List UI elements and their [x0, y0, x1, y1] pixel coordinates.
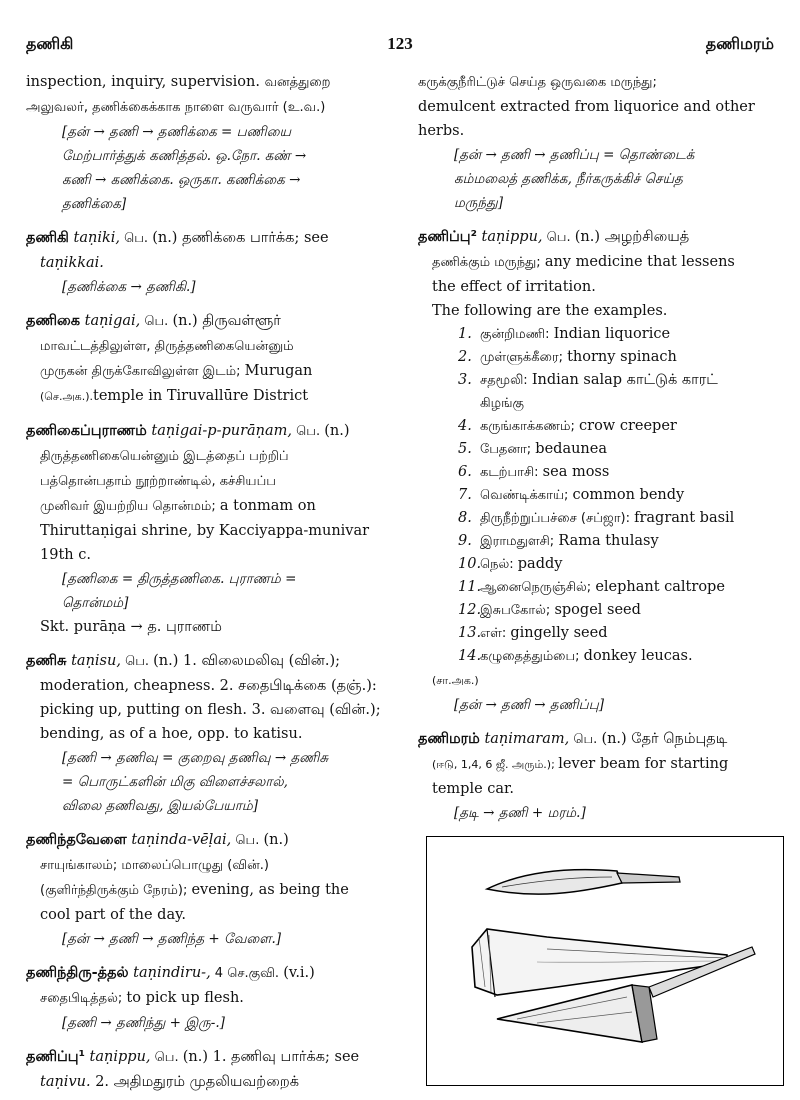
- definition-text: herbs.: [418, 123, 465, 139]
- definition-text: picking up, putting on flesh. 3. வளைவு (வின்.);: [40, 702, 381, 718]
- headword: தணிப்பு²: [418, 229, 477, 245]
- transliteration: taṇigai,: [80, 313, 141, 329]
- source-abbreviation: (ஈடு, 1,4, 6 ஜீ. அரும்.);: [432, 758, 559, 771]
- entry-line: [26, 494, 394, 519]
- header-left-word: தணிகி: [26, 34, 74, 53]
- headword: தணிமரம்: [418, 731, 480, 747]
- etymology-line: [26, 927, 394, 951]
- etymology-text: [தன் → தணி → தணிந்த + வேளை.]: [62, 931, 282, 947]
- tamil-text: பெ.: [150, 1050, 183, 1065]
- entry-headword-line: [26, 226, 394, 251]
- etymology-line: [26, 144, 394, 168]
- entry-gap: [26, 951, 394, 961]
- figure-lever-beam-tools: [426, 836, 784, 1086]
- example-english: fragrant basil: [634, 510, 735, 526]
- entry-line: [26, 251, 394, 275]
- tamil-text: கருக்குநீரிட்டுச் செய்த ஒருவகை மருந்து;: [418, 75, 657, 90]
- tamil-text: பெ.: [542, 230, 575, 245]
- example-item: [418, 323, 780, 346]
- headword: தணிகை: [26, 313, 81, 329]
- entry-headword-line: [26, 649, 394, 674]
- example-english: elephant caltrope: [595, 579, 725, 595]
- example-item: [418, 415, 780, 438]
- etymology-text: [தன் → தணி → தணிப்பு = தொண்டைக்: [454, 147, 695, 163]
- etymology-line: [26, 591, 394, 615]
- tamil-text: தணிக்கும் மருந்து;: [432, 255, 545, 270]
- entry-line: [26, 986, 394, 1011]
- entry-headword-line: [26, 828, 394, 853]
- entry-line: [26, 384, 394, 409]
- example-item: [418, 346, 780, 369]
- transliteration: taṇivu.: [40, 1074, 91, 1090]
- entry-gap: [26, 1035, 394, 1045]
- definition-text: 2. அதிமதுரம் முதலியவற்றைக்: [90, 1074, 300, 1090]
- entry-headword-line: [418, 727, 780, 752]
- example-number: 11.: [458, 579, 482, 595]
- example-item: [418, 622, 780, 645]
- example-tamil: ஆனைநெருஞ்சில்;: [480, 580, 596, 595]
- transliteration: taṇippu,: [476, 229, 543, 245]
- tamil-text: பெ.: [569, 732, 602, 747]
- etymology-text: [தடி → தணி + மரம்.]: [454, 805, 586, 821]
- entry-line: [26, 722, 394, 746]
- transliteration: taṇippu,: [84, 1049, 151, 1065]
- tamil-text: பெ.: [120, 231, 153, 246]
- entry-gap: [26, 818, 394, 828]
- example-item: [418, 438, 780, 461]
- example-tamil: இராமதுளசி;: [480, 534, 559, 549]
- etymology-line: [26, 168, 394, 192]
- tamil-text: பத்தொன்பதாம் நூற்றாண்டில், கச்சியப்ப: [40, 474, 276, 489]
- example-english: Indian salap காட்டுக் காரட்: [531, 372, 718, 388]
- example-tamil: முள்ளுக்கீரை;: [480, 350, 568, 365]
- etymology-text: [தணி → தணிவு = குறைவு தணிவு → தணிசு: [62, 750, 329, 766]
- etymology-text: கம்மலைத் தணிக்க, நீர்கருக்கிச் செய்த: [454, 171, 683, 187]
- source-abbreviation: (சா.அக.): [432, 674, 479, 687]
- headword: தணிந்தவேளை: [26, 832, 127, 848]
- etymology-text: தொன்மம்]: [62, 595, 129, 611]
- example-english: paddy: [517, 556, 563, 572]
- example-number: 9.: [458, 533, 472, 549]
- definition-text: inspection, inquiry, supervision.: [26, 74, 265, 90]
- entry-line: [26, 1070, 394, 1094]
- example-tamil: வெண்டிக்காய்;: [480, 488, 573, 503]
- example-english: common bendy: [572, 487, 685, 503]
- entry-gap: [418, 215, 780, 225]
- etymology-text: விலை தணிவது, இயல்பேயாம்]: [62, 798, 259, 814]
- transliteration: taṇiki,: [68, 230, 120, 246]
- example-number: 10.: [458, 556, 482, 572]
- tamil-text: (குளிர்ந்திருக்கும் நேரம்);: [40, 883, 192, 898]
- entry-line: [418, 119, 780, 143]
- example-item: [418, 645, 780, 668]
- source-abbreviation: (செ.அக.).: [40, 390, 93, 403]
- definition-text: The following are the examples.: [432, 303, 668, 319]
- definition-text: any medicine that lessens: [544, 254, 735, 270]
- entry-line: [26, 519, 394, 543]
- definition-text: cool part of the day.: [40, 907, 186, 923]
- tamil-text: சாயுங்காலம்; மாலைப்பொழுது (வின்.): [40, 858, 269, 873]
- etymology-line: [26, 1011, 394, 1035]
- tamil-text: திருத்தணிகையென்னும் இடத்தைப் பற்றிப்: [40, 449, 289, 464]
- example-tamil: எள்:: [480, 626, 511, 641]
- example-number: 1.: [458, 326, 472, 342]
- etymology-line: [418, 191, 780, 215]
- entry-gap: [26, 299, 394, 309]
- entry-headword-line: [26, 1045, 394, 1070]
- example-tamil: கிழங்கு: [480, 396, 524, 411]
- etymology-line: [26, 567, 394, 591]
- definition-text: demulcent extracted from liquorice and other: [418, 99, 755, 115]
- tamil-text: வனத்துறை: [264, 75, 331, 90]
- definition-text: lever beam for starting: [558, 756, 729, 772]
- entry-headword-line: [26, 309, 394, 334]
- transliteration: taṇikkai.: [40, 255, 104, 271]
- definition-text: (n.): [263, 832, 289, 848]
- definition-text: temple car.: [432, 781, 514, 797]
- etymology-text: [தணிகை = திருத்தணிகை. புராணம் =: [62, 571, 297, 587]
- example-english: Indian liquorice: [553, 326, 671, 342]
- example-item: [418, 576, 780, 599]
- tamil-text: சதைபிடித்தல்;: [40, 991, 127, 1006]
- entry-line: [418, 275, 780, 299]
- definition-text: (v.i.): [283, 965, 315, 981]
- entry-line: [26, 615, 394, 639]
- transliteration: taṇindiru-,: [128, 965, 211, 981]
- example-item: [418, 507, 780, 530]
- definition-text: Murugan: [244, 363, 313, 379]
- example-item: [418, 461, 780, 484]
- example-number: 13.: [458, 625, 482, 641]
- tamil-text: அலுவலர், தணிக்கைக்காக நாளை வருவார் (உ.வ.): [26, 100, 326, 115]
- etymology-text: தணிக்கை]: [62, 196, 127, 212]
- etymology-line: [418, 167, 780, 191]
- definition-text: (n.) திருவள்ளூர்: [172, 313, 281, 329]
- right-column: [418, 70, 780, 825]
- etymology-line: [26, 770, 394, 794]
- entry-line: [26, 95, 394, 120]
- example-item: [418, 392, 780, 415]
- example-item: [418, 553, 780, 576]
- headword: தணிகி: [26, 230, 69, 246]
- entry-gap: [26, 409, 394, 419]
- entry-line: [26, 543, 394, 567]
- definition-text: moderation, cheapness. 2. சதைபிடிக்கை (தஞ்.):: [40, 678, 377, 694]
- etymology-line: [26, 120, 394, 144]
- entry-line: [26, 444, 394, 469]
- example-english: gingelly seed: [510, 625, 608, 641]
- example-number: 4.: [458, 418, 472, 434]
- entry-line: [26, 903, 394, 927]
- page-number: 123: [387, 34, 413, 53]
- entry-line: [26, 698, 394, 722]
- example-number: 3.: [458, 372, 472, 388]
- etymology-line: [26, 192, 394, 216]
- tamil-text: 4 செ.குவி.: [210, 966, 284, 981]
- definition-text: (n.) 1. விலைமலிவு (வின்.);: [153, 653, 340, 669]
- example-tamil: நெல்:: [480, 557, 518, 572]
- etymology-text: [தன் → தணி → தணிப்பு]: [454, 697, 605, 713]
- headword: தணிசு: [26, 653, 67, 669]
- entry-line: [418, 70, 780, 95]
- example-tamil: சதமூலி:: [480, 373, 532, 388]
- etymology-text: [தணி → தணிந்து + இரு-.]: [62, 1015, 225, 1031]
- definition-text: evening, as being the: [191, 882, 349, 898]
- definition-text: 19th c.: [40, 547, 91, 563]
- example-number: 6.: [458, 464, 472, 480]
- etymology-line: [26, 275, 394, 299]
- example-number: 2.: [458, 349, 472, 365]
- etymology-text: [தணிக்கை → தணிகி.]: [62, 279, 196, 295]
- entry-line: [418, 95, 780, 119]
- example-number: 5.: [458, 441, 472, 457]
- definition-text: (n.) தணிக்கை பார்க்க; see: [152, 230, 329, 246]
- tamil-text: முருகன் திருக்கோவிலுள்ள இடம்;: [40, 364, 245, 379]
- tamil-text: முனிவர் இயற்றிய தொன்மம்;: [40, 499, 220, 514]
- transliteration: taṇinda-vēḷai,: [126, 832, 232, 848]
- example-english: bedaunea: [535, 441, 607, 457]
- etymology-text: மருந்து]: [454, 195, 504, 211]
- transliteration: taṇigai-p-purāṇam,: [146, 423, 293, 439]
- etymology-line: [418, 143, 780, 167]
- etymology-line: [418, 693, 780, 717]
- entry-line: [418, 250, 780, 275]
- entry-gap: [418, 717, 780, 727]
- example-english: thorny spinach: [567, 349, 677, 365]
- etymology-line: [26, 746, 394, 770]
- example-tamil: கருங்காக்கணம்;: [480, 419, 580, 434]
- example-tamil: கழுதைத்தும்பை;: [480, 649, 584, 664]
- example-tamil: பேதனா;: [480, 442, 536, 457]
- example-english: Rama thulasy: [558, 533, 659, 549]
- definition-text: (n.) தேர் நெம்புதடி: [601, 731, 728, 747]
- entry-line: [26, 674, 394, 698]
- example-number: 7.: [458, 487, 472, 503]
- transliteration: taṇimaram,: [479, 731, 570, 747]
- example-english: spogel seed: [554, 602, 641, 618]
- tamil-text: பெ.: [140, 314, 173, 329]
- entry-headword-line: [418, 225, 780, 250]
- definition-text: (n.): [324, 423, 350, 439]
- example-tamil: திருநீற்றுப்பச்சை (சப்ஜா):: [480, 511, 635, 526]
- definition-text: the effect of irritation.: [432, 279, 596, 295]
- example-tamil: இசுபகோல்;: [480, 603, 555, 618]
- headword: தணிகைப்புராணம்: [26, 423, 147, 439]
- entry-line: [26, 878, 394, 903]
- entry-line: [418, 668, 780, 693]
- etymology-text: கணி → கணிக்கை. ஒருகா. கணிக்கை →: [62, 172, 301, 188]
- example-tamil: கடற்பாசி:: [480, 465, 543, 480]
- definition-text: bending, as of a hoe, opp. to katisu.: [40, 726, 303, 742]
- example-item: [418, 599, 780, 622]
- headword: தணிப்பு¹: [26, 1049, 85, 1065]
- etymology-text: = பொருட்களின் மிகு விளைச்சலால்,: [62, 774, 288, 790]
- example-item: [418, 530, 780, 553]
- entry-line: [26, 359, 394, 384]
- definition-text: a tonmam on: [219, 498, 316, 514]
- example-tamil: குன்றிமணி:: [480, 327, 554, 342]
- entry-line: [418, 777, 780, 801]
- example-english: sea moss: [542, 464, 610, 480]
- definition-text: Thiruttaṇigai shrine, by Kacciyappa-munivar: [40, 523, 370, 539]
- example-item: [418, 484, 780, 507]
- entry-line: [26, 853, 394, 878]
- example-number: 8.: [458, 510, 472, 526]
- definition-text: (n.) அழற்சியைத்: [574, 229, 690, 245]
- tools-illustration: [427, 837, 782, 1084]
- etymology-line: [418, 801, 780, 825]
- example-english: crow creeper: [579, 418, 677, 434]
- etymology-line: [26, 794, 394, 818]
- tamil-text: பெ.: [120, 654, 154, 669]
- entry-line: [26, 334, 394, 359]
- etymology-text: மேற்பார்த்துக் கணித்தல். ஒ.நோ. கண் →: [62, 148, 307, 164]
- entry-headword-line: [26, 419, 394, 444]
- tamil-text: பெ.: [292, 424, 325, 439]
- example-item: [418, 369, 780, 392]
- entry-line: [26, 469, 394, 494]
- tamil-text: பெ.: [231, 833, 264, 848]
- entry-line: [418, 752, 780, 777]
- definition-text: Skt. purāṇa → த. புராணம்: [40, 619, 222, 635]
- entry-gap: [26, 216, 394, 226]
- example-number: 12.: [458, 602, 482, 618]
- headword: தணிந்திரு-த்தல்: [26, 965, 129, 981]
- example-number: 14.: [458, 648, 482, 664]
- entry-line: [26, 70, 394, 95]
- left-column: [26, 70, 394, 1094]
- transliteration: taṇisu,: [66, 653, 121, 669]
- entry-headword-line: [26, 961, 394, 986]
- header-right-word: தணிமரம்: [705, 34, 774, 53]
- entry-gap: [26, 639, 394, 649]
- definition-text: temple in Tiruvallūre District: [93, 388, 309, 404]
- entry-line: [418, 299, 780, 323]
- definition-text: to pick up flesh.: [126, 990, 244, 1006]
- example-english: donkey leucas.: [583, 648, 693, 664]
- etymology-text: [தன் → தணி → தணிக்கை = பணியை: [62, 124, 292, 140]
- tamil-text: மாவட்டத்திலுள்ள, திருத்தணிகையென்னும்: [40, 339, 294, 354]
- definition-text: (n.) 1. தணிவு பார்க்க; see: [182, 1049, 360, 1065]
